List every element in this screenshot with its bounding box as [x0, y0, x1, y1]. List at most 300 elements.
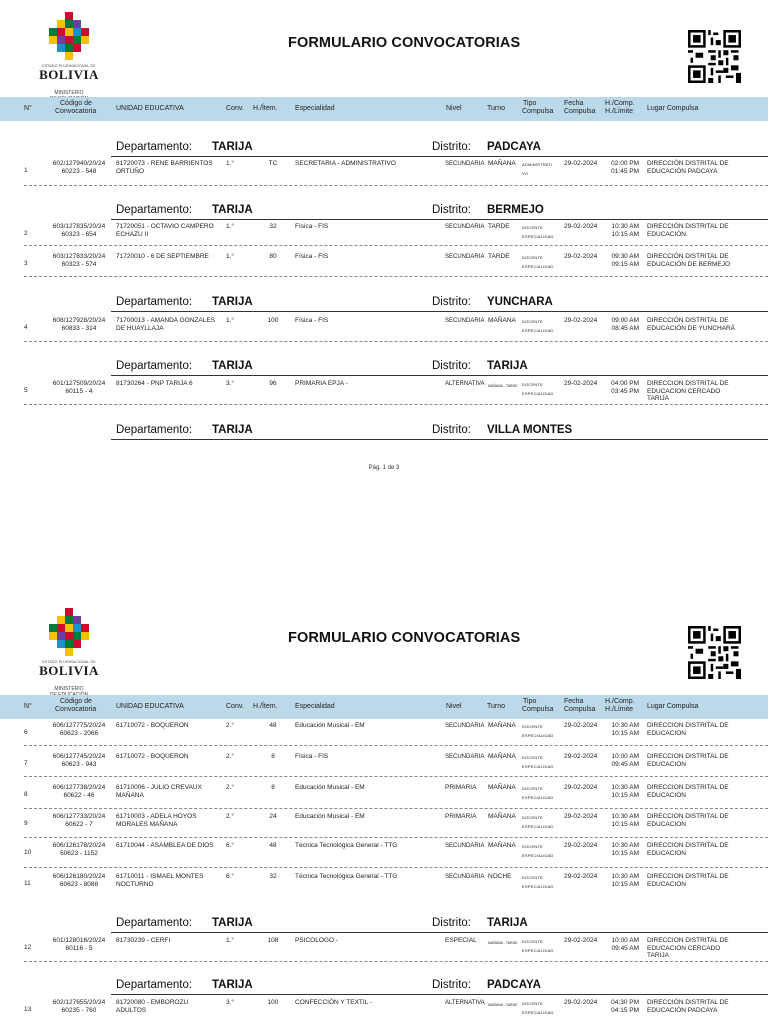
row-lugar — [647, 873, 767, 888]
distrito-label: Distrito: — [432, 424, 471, 436]
row-esp: Educación Musical - EM — [295, 813, 365, 820]
group-divider — [111, 994, 768, 995]
row-lugar — [647, 842, 767, 857]
group-divider — [111, 439, 768, 440]
group-header — [0, 296, 768, 310]
tipo-line1: DOCENTE — [522, 844, 543, 849]
hora-comp: 09:00 AM — [611, 317, 639, 324]
codigo-line1: 606/127733/20/24 — [52, 813, 106, 820]
row-codigo — [44, 842, 114, 858]
distrito-label: Distrito: — [432, 204, 471, 216]
row-codigo — [44, 253, 114, 269]
distrito-label: Distrito: — [432, 141, 471, 153]
row-item: 100 — [267, 317, 279, 324]
row-fecha: 29-02-2024 — [564, 999, 598, 1006]
row-nivel: SECUNDARIA — [445, 754, 485, 760]
row-nivel: ESPECIAL — [445, 937, 477, 944]
row-esp: Educación Musical - EM — [295, 784, 365, 791]
hora-comp: 10:00 AM — [611, 753, 639, 760]
col-esp: Especialidad — [295, 703, 335, 710]
row-tipo — [522, 160, 552, 178]
codigo-line1: 602/127655/20/24 — [52, 999, 106, 1006]
row-item: 100 — [267, 999, 279, 1006]
row-fecha: 29-02-2024 — [564, 722, 598, 729]
hora-limite: 01:45 PM — [611, 168, 639, 175]
codigo-line2: 60623 - 8088 — [59, 881, 99, 888]
hora-limite: 08:45 AM — [611, 325, 639, 332]
row-tipo — [522, 813, 554, 831]
row-fecha: 29-02-2024 — [564, 873, 598, 880]
distrito-value: TARIJA — [487, 360, 528, 372]
lugar-line1: DIRECCION DISTRITAL DE — [647, 813, 729, 820]
row-codigo — [44, 937, 114, 953]
row-turno: MAÑANA - TARDE — [488, 1003, 518, 1007]
tipo-line2: ESPECIALIDAD — [522, 795, 554, 800]
table-row — [0, 380, 768, 410]
tipo-line1: DOCENTE — [522, 786, 543, 791]
row-item: TC — [268, 160, 278, 167]
codigo-line1: 603/127833/20/24 — [52, 253, 106, 260]
row-lugar — [647, 937, 767, 960]
row-item: 48 — [269, 722, 277, 729]
distrito-label: Distrito: — [432, 360, 471, 372]
hora-limite: 10:15 AM — [611, 850, 639, 857]
group-divider — [111, 156, 768, 157]
table-row — [0, 842, 768, 872]
group-divider — [111, 932, 768, 933]
row-unidad — [116, 784, 224, 800]
codigo-line1: 606/127775/20/24 — [52, 722, 106, 729]
row-codigo — [44, 784, 114, 800]
dept-value: TARIJA — [212, 979, 253, 991]
row-nivel: PRIMARIA — [445, 784, 477, 791]
tipo-line2: ESPECIALIDAD — [522, 733, 554, 738]
hora-comp: 09:30 AM — [611, 253, 639, 260]
row-fecha: 29-02-2024 — [564, 317, 598, 324]
page-number: Pág. 1 de 3 — [368, 465, 400, 471]
distrito-value: TARIJA — [487, 917, 528, 929]
hora-limite: 10:15 AM — [611, 231, 639, 238]
col-n: N° — [24, 703, 32, 710]
lugar-line1: DIRECCION DISTRITAL DE — [647, 784, 729, 791]
distrito-label: Distrito: — [432, 979, 471, 991]
row-horas — [603, 873, 639, 889]
row-n: 6 — [24, 729, 28, 736]
col-fecha-2: Compulsa — [564, 706, 596, 713]
row-n: 13 — [24, 1006, 32, 1013]
distrito-value: YUNCHARA — [487, 296, 553, 308]
col-codigo-1: Código de — [60, 698, 92, 705]
row-divider — [24, 745, 768, 746]
row-horas — [603, 160, 639, 176]
col-hcomp-2: H./Límite — [605, 108, 634, 115]
row-tipo — [522, 999, 554, 1017]
codigo-line2: 60623 - 2066 — [59, 730, 99, 737]
dept-value: TARIJA — [212, 296, 253, 308]
hora-comp: 10:30 AM — [611, 722, 639, 729]
col-unidad: UNIDAD EDUCATIVA — [116, 703, 184, 710]
dept-label: Departamento: — [116, 424, 193, 436]
unidad-line1: 81730239 - CERFI — [116, 937, 171, 944]
tipo-line1: DOCENTE — [522, 225, 543, 230]
logo-ministry-line1: MINISTERIO — [54, 90, 84, 96]
row-fecha: 29-02-2024 — [564, 842, 598, 849]
codigo-line2: 60623 - 943 — [61, 761, 97, 768]
table-row — [0, 223, 768, 253]
row-item: 8 — [271, 784, 275, 791]
table-row — [0, 937, 768, 967]
row-divider — [24, 808, 768, 809]
row-n: 4 — [24, 324, 28, 331]
lugar-line3: TARIJA — [647, 395, 669, 402]
unidad-line1: 61710003 - ADELA HOYOS — [116, 813, 197, 820]
row-item: 32 — [269, 223, 277, 230]
row-esp: Técnica Tecnológica General - TTG — [295, 873, 398, 880]
group-header — [0, 360, 768, 374]
codigo-line2: 60622 - 7 — [65, 821, 93, 828]
hora-comp: 10:30 AM — [611, 813, 639, 820]
distrito-value: PADCAYA — [487, 979, 541, 991]
lugar-line1: DIRECCION DISTRITAL DE — [647, 873, 729, 880]
row-codigo — [44, 753, 114, 769]
row-esp: Física - FIS — [295, 317, 329, 324]
dept-value: TARIJA — [212, 424, 253, 436]
row-n: 9 — [24, 820, 28, 827]
row-horas — [603, 813, 639, 829]
row-conv: 1.° — [226, 223, 235, 230]
row-unidad — [116, 380, 224, 388]
row-horas — [603, 999, 639, 1015]
col-tipo-1: Tipo — [523, 100, 537, 107]
col-lugar: Lugar Compulsa — [647, 105, 699, 112]
row-esp: SECRETARIA - ADMINISTRATIVO — [295, 160, 396, 167]
lugar-line1: DIRECCION DISTRITAL DE — [647, 937, 729, 944]
row-conv: 3.° — [226, 380, 235, 387]
row-codigo — [44, 999, 114, 1015]
tipo-line1: DOCENTE — [522, 875, 543, 880]
dept-value: TARIJA — [212, 204, 253, 216]
hora-limite: 03:45 PM — [611, 388, 639, 395]
distrito-label: Distrito: — [432, 296, 471, 308]
col-tipo-2: Compulsa — [522, 706, 554, 713]
bolivia-emblem-icon — [47, 606, 91, 662]
lugar-line2: EDUCACION — [647, 880, 687, 888]
row-n: 7 — [24, 760, 28, 767]
col-fecha-1: Fecha — [564, 100, 584, 107]
row-unidad — [116, 937, 224, 945]
table-row — [0, 253, 768, 283]
row-n: 10 — [24, 849, 32, 856]
col-turno: Turno — [487, 105, 506, 112]
col-lugar: Lugar Compulsa — [647, 703, 699, 710]
page-title: FORMULARIO CONVOCATORIAS — [288, 630, 521, 646]
tipo-line2: ESPECIALIDAD — [522, 234, 554, 239]
row-conv: 3.° — [226, 999, 235, 1006]
codigo-line1: 601/127509/20/24 — [52, 380, 106, 387]
row-turno: MAÑANA — [488, 722, 516, 729]
row-esp: Física - FIS — [295, 253, 329, 260]
lugar-line3: TARIJA — [647, 952, 669, 959]
row-nivel: SECUNDARIA — [445, 874, 485, 880]
tipo-line1: DOCENTE — [522, 382, 543, 387]
row-turno: TARDE — [488, 253, 510, 260]
tipo-line1: ADMINISTRATI — [522, 162, 553, 167]
row-conv: 1.° — [226, 253, 235, 260]
tipo-line1: DOCENTE — [522, 724, 543, 729]
col-conv: Conv. — [226, 703, 244, 710]
row-lugar — [647, 753, 767, 768]
row-tipo — [522, 937, 554, 955]
codigo-line2: 60323 - 574 — [61, 261, 97, 268]
hora-limite: 10:15 AM — [611, 881, 639, 888]
table-row — [0, 317, 768, 347]
hora-comp: 10:30 AM — [611, 842, 639, 849]
row-turno: MAÑANA — [488, 160, 516, 167]
row-nivel: SECUNDARIA — [445, 843, 485, 849]
row-codigo — [44, 160, 114, 176]
row-horas — [603, 753, 639, 769]
row-divider — [24, 245, 768, 246]
lugar-line2: EDUCACION CERCADO — [647, 387, 721, 395]
codigo-line2: 60116 - 5 — [65, 945, 93, 952]
col-item: H./Ítem. — [253, 105, 278, 112]
lugar-line2: EDUCACION — [647, 820, 687, 828]
codigo-line2: 60235 - 760 — [61, 1007, 97, 1014]
row-n: 11 — [24, 880, 31, 887]
lugar-line1: DIRECCIÓN DISTRITAL DE — [647, 160, 729, 167]
row-divider — [24, 837, 768, 838]
row-tipo — [522, 873, 554, 891]
tipo-line1: DOCENTE — [522, 755, 543, 760]
row-item: 48 — [269, 842, 277, 849]
row-divider — [24, 404, 768, 405]
group-header — [0, 141, 768, 155]
row-turno: NOCHE — [488, 873, 512, 880]
row-codigo — [44, 223, 114, 239]
dept-label: Departamento: — [116, 296, 193, 308]
unidad-line2: ADULTOS — [116, 1007, 147, 1014]
row-esp: CONFECCIÓN Y TEXTIL - — [295, 999, 373, 1006]
row-turno: MAÑANA — [488, 813, 516, 820]
row-item: 24 — [269, 813, 277, 820]
lugar-line1: DIRECCION DISTRITAL DE — [647, 380, 729, 387]
row-tipo — [522, 753, 554, 771]
hora-comp: 10:30 AM — [611, 223, 639, 230]
group-header — [0, 204, 768, 218]
col-hcomp-1: H./Comp. — [605, 100, 635, 107]
col-turno: Turno — [487, 703, 506, 710]
row-unidad — [116, 753, 224, 761]
row-lugar — [647, 999, 767, 1014]
row-conv: 2.° — [226, 722, 235, 729]
unidad-line1: 61710044 - ASAMBLEA DE DIOS — [116, 842, 214, 849]
row-unidad — [116, 253, 224, 261]
row-conv: 1.° — [226, 937, 235, 944]
row-item: 8 — [271, 753, 275, 760]
lugar-line1: DIRECCIÓN DISTRITAL DE — [647, 223, 729, 230]
dept-value: TARIJA — [212, 360, 253, 372]
row-horas — [603, 317, 639, 333]
row-horas — [603, 842, 639, 858]
row-n: 1 — [24, 167, 28, 174]
unidad-line2: DE HUAYLLAJA — [116, 325, 164, 332]
row-divider — [24, 867, 768, 868]
codigo-line2: 60223 - 548 — [61, 168, 97, 175]
tipo-line2: ESPECIALIDAD — [522, 884, 554, 889]
row-horas — [603, 722, 639, 738]
row-lugar — [647, 253, 767, 268]
row-esp: Física - FIS — [295, 223, 329, 230]
row-lugar — [647, 722, 767, 737]
dept-value: TARIJA — [212, 141, 253, 153]
report-page-2 — [0, 600, 768, 1024]
row-fecha: 29-02-2024 — [564, 753, 598, 760]
row-codigo — [44, 317, 114, 333]
row-tipo — [522, 317, 554, 335]
tipo-line2: ESPECIALIDAD — [522, 948, 554, 953]
logo-country: BOLIVIA — [39, 67, 99, 82]
row-n: 5 — [24, 387, 28, 394]
row-esp: PRIMARIA EPJA - — [295, 380, 348, 387]
tipo-line2: ESPECIALIDAD — [522, 853, 554, 858]
lugar-line2: EDUCACIÓN PADCAYA — [647, 167, 718, 175]
row-divider — [24, 185, 768, 186]
logo-state-text: ESTADO PLURINACIONAL DE — [42, 64, 96, 68]
dept-label: Departamento: — [116, 141, 193, 153]
logo-country: BOLIVIA — [39, 663, 99, 678]
row-n: 12 — [24, 944, 32, 951]
lugar-line1: DIRECCION DISTRITAL DE — [647, 753, 729, 760]
row-fecha: 29-02-2024 — [564, 813, 598, 820]
codigo-line1: 606/126180/20/24 — [52, 873, 106, 880]
row-conv: 1.° — [226, 160, 235, 167]
row-fecha: 29-02-2024 — [564, 253, 598, 260]
col-item: H./Ítem. — [253, 703, 278, 710]
dept-label: Departamento: — [116, 360, 193, 372]
lugar-line2: EDUCACION — [647, 791, 687, 799]
col-codigo-2: Convocatoria — [55, 108, 97, 115]
col-tipo-1: Tipo — [523, 698, 537, 705]
row-conv: 2.° — [226, 753, 235, 760]
table-row — [0, 160, 768, 190]
unidad-line1: 71720051 - OCTAVIO CAMPERO — [116, 223, 214, 230]
row-fecha: 29-02-2024 — [564, 380, 598, 387]
col-unidad: UNIDAD EDUCATIVA — [116, 105, 184, 112]
tipo-line2: ESPECIALIDAD — [522, 264, 554, 269]
dept-label: Departamento: — [116, 917, 193, 929]
row-item: 80 — [269, 253, 277, 260]
row-nivel: SECUNDARIA — [445, 318, 485, 324]
tipo-line2: VO — [522, 171, 529, 176]
table-row — [0, 813, 768, 843]
table-row — [0, 753, 768, 783]
codigo-line1: 602/127940/20/24 — [52, 160, 106, 167]
row-unidad — [116, 223, 224, 239]
page-title: FORMULARIO CONVOCATORIAS — [288, 35, 521, 51]
unidad-line2: MAÑANA — [116, 792, 144, 799]
tipo-line2: ESPECIALIDAD — [522, 391, 554, 396]
row-lugar — [647, 317, 767, 332]
row-horas — [603, 380, 639, 396]
col-conv: Conv. — [226, 105, 244, 112]
unidad-line2: ECHAZU II — [116, 231, 149, 238]
row-nivel: ALTERNATIVA — [445, 381, 485, 387]
group-header — [0, 917, 768, 931]
codigo-line1: 606/126178/20/24 — [52, 842, 106, 849]
row-nivel: SECUNDARIA — [445, 161, 485, 167]
unidad-line2: ORTUÑO — [116, 168, 145, 175]
row-fecha: 29-02-2024 — [564, 223, 598, 230]
table-row — [0, 722, 768, 752]
row-conv: 2.° — [226, 784, 235, 791]
hora-comp: 10:30 AM — [611, 873, 639, 880]
row-esp: Educación Musical - EM — [295, 722, 365, 729]
qr-code-icon — [688, 626, 741, 679]
row-turno: MAÑANA — [488, 784, 516, 791]
row-tipo — [522, 722, 554, 740]
hora-comp: 10:30 AM — [611, 784, 639, 791]
codigo-line1: 608/127928/20/24 — [52, 317, 106, 324]
row-turno: MAÑANA — [488, 317, 516, 324]
row-codigo — [44, 813, 114, 829]
lugar-line1: DIRECCIÓN DISTRITAL DE — [647, 999, 729, 1006]
row-lugar — [647, 784, 767, 799]
hora-limite: 09:45 AM — [611, 761, 639, 768]
row-turno: MAÑANA - TARDE — [488, 941, 518, 945]
lugar-line2: EDUCACION — [647, 849, 687, 857]
col-codigo-2: Convocatoria — [55, 706, 97, 713]
col-fecha-2: Compulsa — [564, 108, 596, 115]
row-lugar — [647, 813, 767, 828]
row-conv: 6.° — [226, 873, 235, 880]
hora-limite: 09:45 AM — [611, 945, 639, 952]
bolivia-emblem-icon — [47, 10, 91, 66]
row-divider — [24, 276, 768, 277]
row-divider — [24, 776, 768, 777]
col-n: N° — [24, 105, 32, 112]
row-unidad — [116, 317, 224, 333]
codigo-line2: 60115 - 4 — [65, 388, 93, 395]
hora-limite: 10:15 AM — [611, 821, 639, 828]
codigo-line1: 603/127835/20/24 — [52, 223, 106, 230]
row-lugar — [647, 380, 767, 403]
lugar-line1: DIRECCION DISTRITAL DE — [647, 842, 729, 849]
row-horas — [603, 937, 639, 953]
tipo-line2: ESPECIALIDAD — [522, 328, 554, 333]
lugar-line1: DIRECCION DISTRITAL DE — [647, 722, 729, 729]
col-fecha-1: Fecha — [564, 698, 584, 705]
qr-code-icon — [688, 30, 741, 83]
row-tipo — [522, 253, 554, 271]
row-horas — [603, 253, 639, 269]
group-divider — [111, 219, 768, 220]
dept-value: TARIJA — [212, 917, 253, 929]
row-fecha: 29-02-2024 — [564, 937, 598, 944]
row-nivel: SECUNDARIA — [445, 224, 485, 230]
codigo-line2: 60622 - 46 — [63, 792, 95, 799]
unidad-line1: 61710006 - JULIO CREVAUX — [116, 784, 202, 791]
group-divider — [111, 311, 768, 312]
codigo-line1: 606/127738/20/24 — [52, 784, 106, 791]
row-divider — [24, 961, 768, 962]
row-n: 3 — [24, 260, 28, 267]
row-unidad — [116, 999, 224, 1015]
tipo-line1: DOCENTE — [522, 1001, 543, 1006]
hora-comp: 04:00 PM — [611, 380, 639, 387]
row-turno: MAÑANA — [488, 842, 516, 849]
row-esp: Física - FIS — [295, 753, 329, 760]
col-esp: Especialidad — [295, 105, 335, 112]
